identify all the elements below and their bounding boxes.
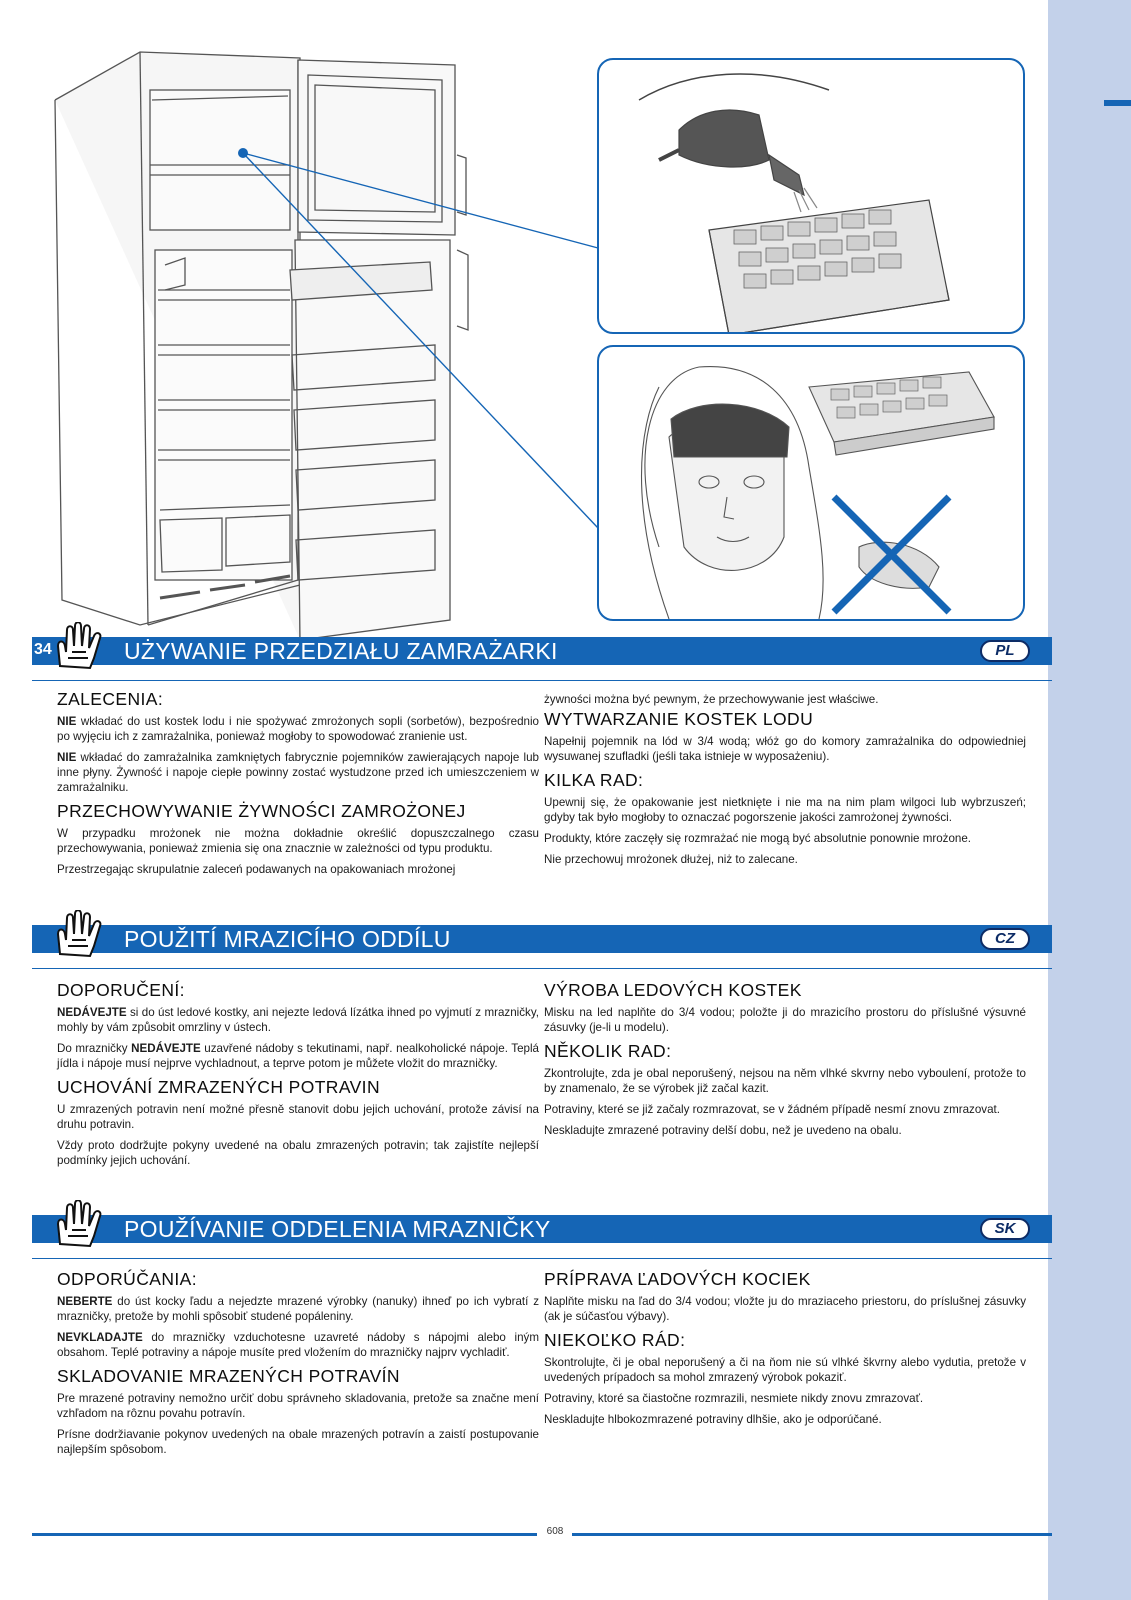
page-number-label: 34	[34, 641, 52, 658]
ice-tray-filling-panel	[597, 58, 1025, 334]
section-pl-right-column	[544, 692, 1026, 873]
paragraph: Potraviny, které se již začaly rozmrazovat, se v žádném případě nesmí znovu zmrazovat.	[544, 1103, 1000, 1116]
heading-zalecenia: ZALECENIA:	[57, 689, 164, 709]
paragraph: NIE wkładać do ust kostek lodu i nie spożywać zmrożonych sopli (sorbetów), bezpośrednio po wyjęciu ich z zamrażalnika, ponieważ mogłoby to spowodować zranienie ust.	[57, 715, 539, 743]
illustration-area	[0, 0, 1048, 640]
section-divider	[32, 968, 1052, 969]
section-cz-left-column	[57, 980, 539, 1174]
side-strip	[1048, 0, 1131, 1600]
heading-uchovani: UCHOVÁNÍ ZMRAZENÝCH POTRAVIN	[57, 1077, 380, 1097]
section-title: UŻYWANIE PRZEDZIAŁU ZAMRAŻARKI	[124, 638, 558, 664]
paragraph: Potraviny, ktoré sa čiastočne rozmrazili, nesmiete nikdy znovu zmrazovať.	[544, 1392, 924, 1405]
hand-icon	[54, 910, 110, 958]
paragraph: W przypadku mrożonek nie można dokładnie określić dopuszczalnego czasu przechowywania, ponieważ zmienia się ona znacznie w zależności od typu produktu.	[57, 827, 539, 855]
paragraph: żywności można być pewnym, że przechowywanie jest właściwe.	[544, 693, 879, 706]
section-header-sk	[32, 1215, 1052, 1243]
language-badge: SK	[980, 1218, 1030, 1240]
section-divider	[32, 680, 1052, 681]
paragraph: Neskladujte zmrazené potraviny delší dobu, než je uvedeno na obalu.	[544, 1124, 902, 1137]
section-divider	[32, 1258, 1052, 1259]
page-number: 608	[546, 1526, 564, 1537]
paragraph: Misku na led naplňte do 3/4 vodou; položte ji do mrazicího prostoru do příslušné výsuvné zásuvky (je-li u modelu).	[544, 1006, 1026, 1034]
paragraph: Do mrazničky NEDÁVEJTE uzavřené nádoby s tekutinami, např. nealkoholické nápoje. Teplá jídla i nápoje musí nejprve vychladnout, a teprve potom je můžete vložit do mrazničky.	[57, 1042, 539, 1070]
paragraph: Neskladujte hlbokozmrazené potraviny dlhšie, ako je odporúčané.	[544, 1413, 882, 1426]
section-title: POUŽITÍ MRAZICÍHO ODDÍLU	[124, 926, 451, 952]
paragraph: Vždy proto dodržujte pokyny uvedené na obalu zmrazených potravin; tak zajistíte nejlepší podmínky jejich uchování.	[57, 1139, 539, 1167]
heading-vyroba: VÝROBA LEDOVÝCH KOSTEK	[544, 980, 802, 1000]
heading-przechowywanie: PRZECHOWYWANIE ŻYWNOŚCI ZAMROŻONEJ	[57, 801, 466, 821]
child-warning-panel	[597, 345, 1025, 621]
language-badge: CZ	[980, 928, 1030, 950]
paragraph: NIE wkładać do zamrażalnika zamkniętych fabrycznie pojemników zawierających napoje lub inne płyny. Żywność i napoje ciepłe powinny zostać wystudzone przed ich umieszczeniem w zamrażalniku.	[57, 751, 539, 794]
heading-odporucania: ODPORÚČANIA:	[57, 1269, 197, 1289]
heading-doporuceni: DOPORUČENÍ:	[57, 980, 185, 1000]
section-pl-left-column	[57, 689, 539, 883]
heading-wytwarzanie: WYTWARZANIE KOSTEK LODU	[544, 709, 814, 729]
heading-kilka-rad: KILKA RAD:	[544, 770, 644, 790]
paragraph: Naplňte misku na ľad do 3/4 vodou; vložte ju do mraziaceho priestoru, do príslušnej zásuvky (ak je súčasťou výbavy).	[544, 1295, 1026, 1323]
paragraph: NEBERTE do úst kocky ľadu a nejedzte mrazené výrobky (nanuky) ihneď po ich vybratí z mrazničky, pretože by mohli spôsobiť studené popáleniny.	[57, 1295, 539, 1323]
child-ice-warning-illustration	[599, 347, 1023, 619]
paragraph: Przestrzegając skrupulatnie zaleceń podawanych na opakowaniach mrożonej	[57, 863, 456, 876]
hand-icon	[54, 622, 110, 670]
section-header-cz	[32, 925, 1052, 953]
paragraph: Produkty, które zaczęły się rozmrażać nie mogą być absolutnie ponownie mrożone.	[544, 832, 972, 845]
hand-icon	[54, 1200, 110, 1248]
heading-niekolko-rad: NIEKOĽKO RÁD:	[544, 1330, 686, 1350]
heading-nekolik-rad: NĚKOLIK RAD:	[544, 1041, 672, 1061]
section-sk-right-column	[544, 1269, 1026, 1433]
paragraph: Nie przechowuj mrożonek dłużej, niż to zalecane.	[544, 853, 798, 866]
paragraph: Pre mrazené potraviny nemožno určiť dobu správneho skladovania, pretože sa značne mení vzhľadom na rôznu povahu potravín.	[57, 1392, 539, 1420]
language-badge: PL	[980, 640, 1030, 662]
ice-tray-filling-illustration	[599, 60, 1023, 332]
section-cz-right-column	[544, 980, 1026, 1144]
paragraph: Upewnij się, że opakowanie jest nietknięte i nie ma na nim plam wilgoci lub wybrzuszeń; gdyby tak było mogłoby to oznaczać pogorszenie jakości zamrożonej żywności.	[544, 796, 1026, 824]
paragraph: Zkontrolujte, zda je obal neporušený, nejsou na něm vlhké skvrny nebo vyboulení, protože to by znamenalo, že se výrobek již začal kazit.	[544, 1067, 1026, 1095]
section-sk-left-column	[57, 1269, 539, 1463]
paragraph: Prísne dodržiavanie pokynov uvedených na obale mrazených potravín a zaistí postupovanie najlepším spôsobom.	[57, 1428, 539, 1456]
paragraph: Skontrolujte, či je obal neporušený a či na ňom nie sú vlhké škvrny alebo vydutia, pretože v uvedených prípadoch sa mohol zmrazený výrobok pokaziť.	[544, 1356, 1026, 1384]
paragraph: NEDÁVEJTE si do úst ledové kostky, ani nejezte ledová lízátka ihned po vyjmutí z mrazničky, mohly by vám způsobit omrzliny v ústech.	[57, 1006, 539, 1034]
footer-line-right	[572, 1533, 1052, 1536]
heading-priprava: PRÍPRAVA ĽADOVÝCH KOCIEK	[544, 1269, 811, 1289]
paragraph: Napełnij pojemnik na lód w 3/4 wodą; włóż go do komory zamrażalnika do odpowiedniej wysuwanej szufladki (jeśli taka istnieje w wyposażeniu).	[544, 735, 1026, 763]
heading-skladovanie: SKLADOVANIE MRAZENÝCH POTRAVÍN	[57, 1366, 400, 1386]
section-title: POUŽÍVANIE ODDELENIA MRAZNIČKY	[124, 1216, 551, 1242]
footer-line-left	[32, 1533, 537, 1536]
paragraph: U zmrazených potravin není možné přesně stanovit dobu jejich uchování, protože závisí na druhu potravin.	[57, 1103, 539, 1131]
paragraph: NEVKLADAJTE do mrazničky vzduchotesne uzavreté nádoby s nápojmi alebo iným obsahom. Teplé potraviny a nápoje musíte pred vložením do mrazničky najprv vychladiť.	[57, 1331, 539, 1359]
section-header-pl	[32, 637, 1052, 665]
side-tab-marker	[1104, 100, 1131, 106]
